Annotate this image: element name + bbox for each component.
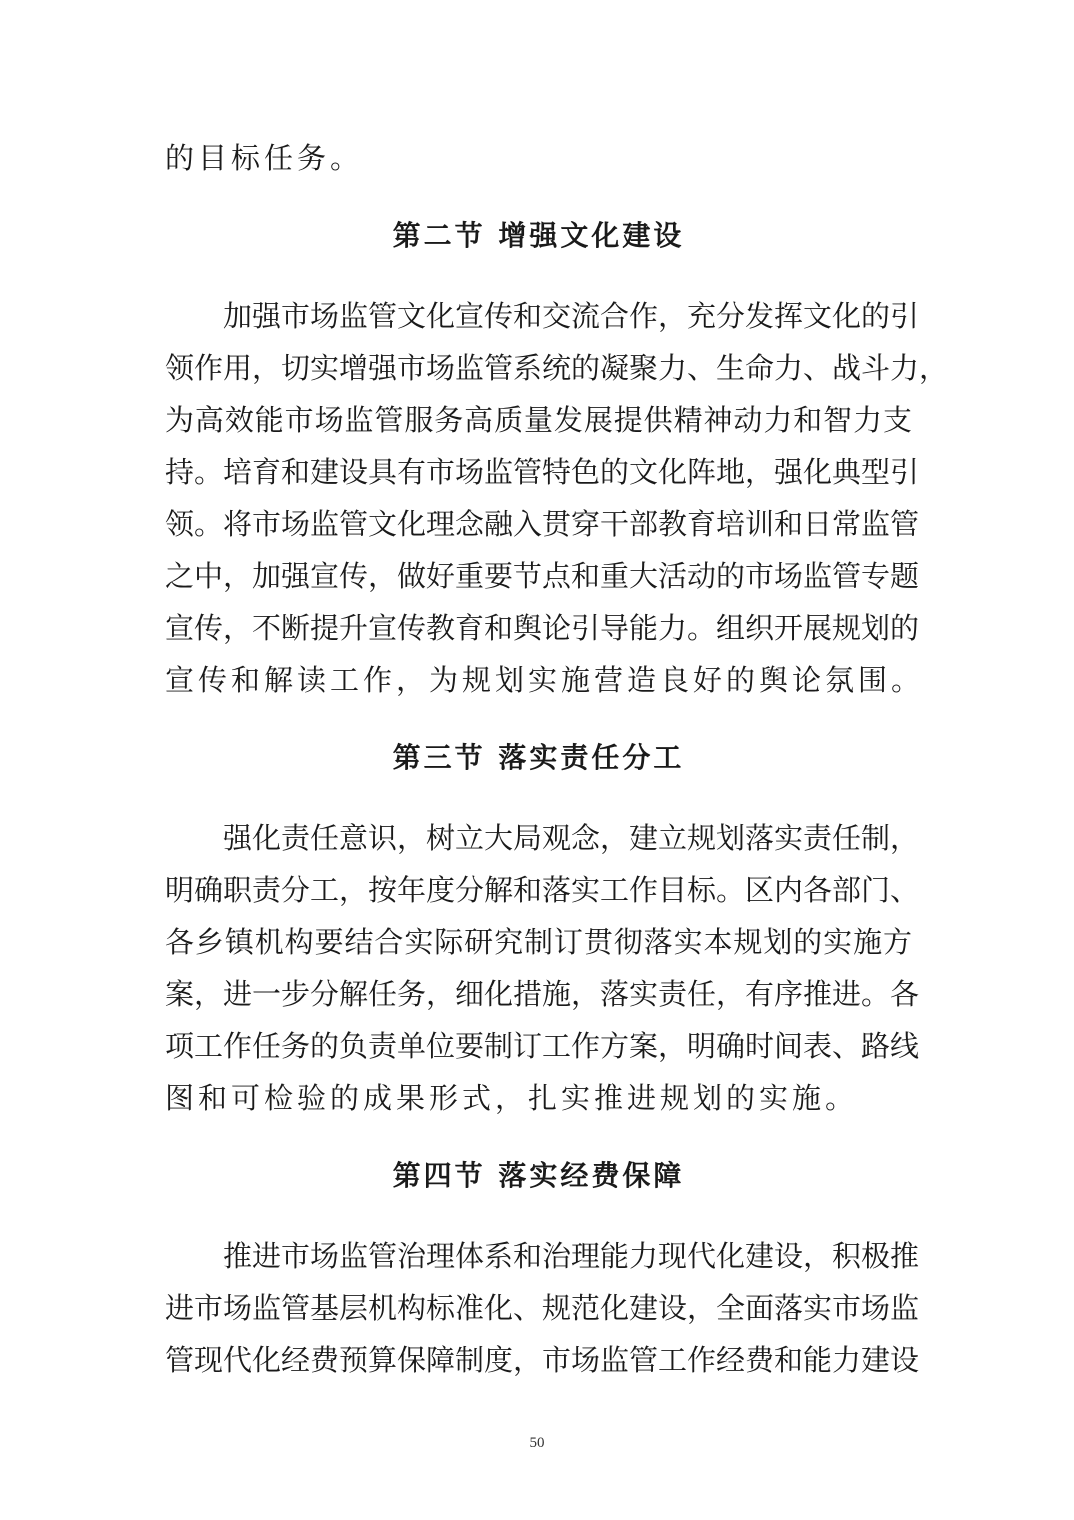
paragraph-line: 宣传和解读工作，为规划实施营造良好的舆论氛围。: [165, 663, 925, 697]
paragraph-line: 为高效能市场监管服务高质量发展提供精神动力和智力支: [165, 403, 912, 437]
continued-paragraph-line: 的目标任务。: [165, 141, 364, 175]
section-heading-4: 第四节 落实经费保障: [392, 1159, 685, 1192]
section-heading-3: 第三节 落实责任分工: [392, 741, 685, 774]
paragraph-line: 强化责任意识，树立大局观念，建立规划落实责任制，: [223, 821, 920, 855]
paragraph-line: 持。培育和建设具有市场监管特色的文化阵地，强化典型引: [165, 455, 920, 489]
paragraph-line: 之中，加强宣传，做好重要节点和重大活动的市场监管专题: [165, 559, 920, 593]
paragraph-line: 领作用，切实增强市场监管系统的凝聚力、生命力、战斗力，: [165, 351, 949, 385]
paragraph-line: 领。将市场监管文化理念融入贯穿干部教育培训和日常监管: [165, 507, 920, 541]
paragraph-line: 案，进一步分解任务，细化措施，落实责任，有序推进。各: [165, 977, 920, 1011]
paragraph-line: 项工作任务的负责单位要制订工作方案，明确时间表、路线: [165, 1029, 920, 1063]
paragraph-responsibility: [165, 812, 920, 1124]
paragraph-line: 图和可检验的成果形式，扎实推进规划的实施。: [165, 1081, 859, 1115]
page-number: 50: [529, 1435, 545, 1451]
paragraph-culture: [165, 290, 949, 706]
paragraph-line: 加强市场监管文化宣传和交流合作，充分发挥文化的引: [223, 299, 920, 333]
paragraph-line: 推进市场监管治理体系和治理能力现代化建设，积极推: [223, 1239, 920, 1273]
paragraph-line: 明确职责分工，按年度分解和落实工作目标。区内各部门、: [165, 873, 920, 907]
paragraph-line: 各乡镇机构要结合实际研究制订贯彻落实本规划的实施方: [165, 925, 912, 959]
section-heading-2: 第二节 增强文化建设: [392, 219, 685, 252]
paragraph-line: 管现代化经费预算保障制度，市场监管工作经费和能力建设: [165, 1343, 920, 1377]
page-body: [165, 132, 949, 1386]
paragraph-line: 进市场监管基层机构标准化、规范化建设，全面落实市场监: [165, 1291, 920, 1325]
paragraph-funding: [165, 1230, 920, 1386]
paragraph-line: 宣传，不断提升宣传教育和舆论引导能力。组织开展规划的: [165, 611, 920, 645]
